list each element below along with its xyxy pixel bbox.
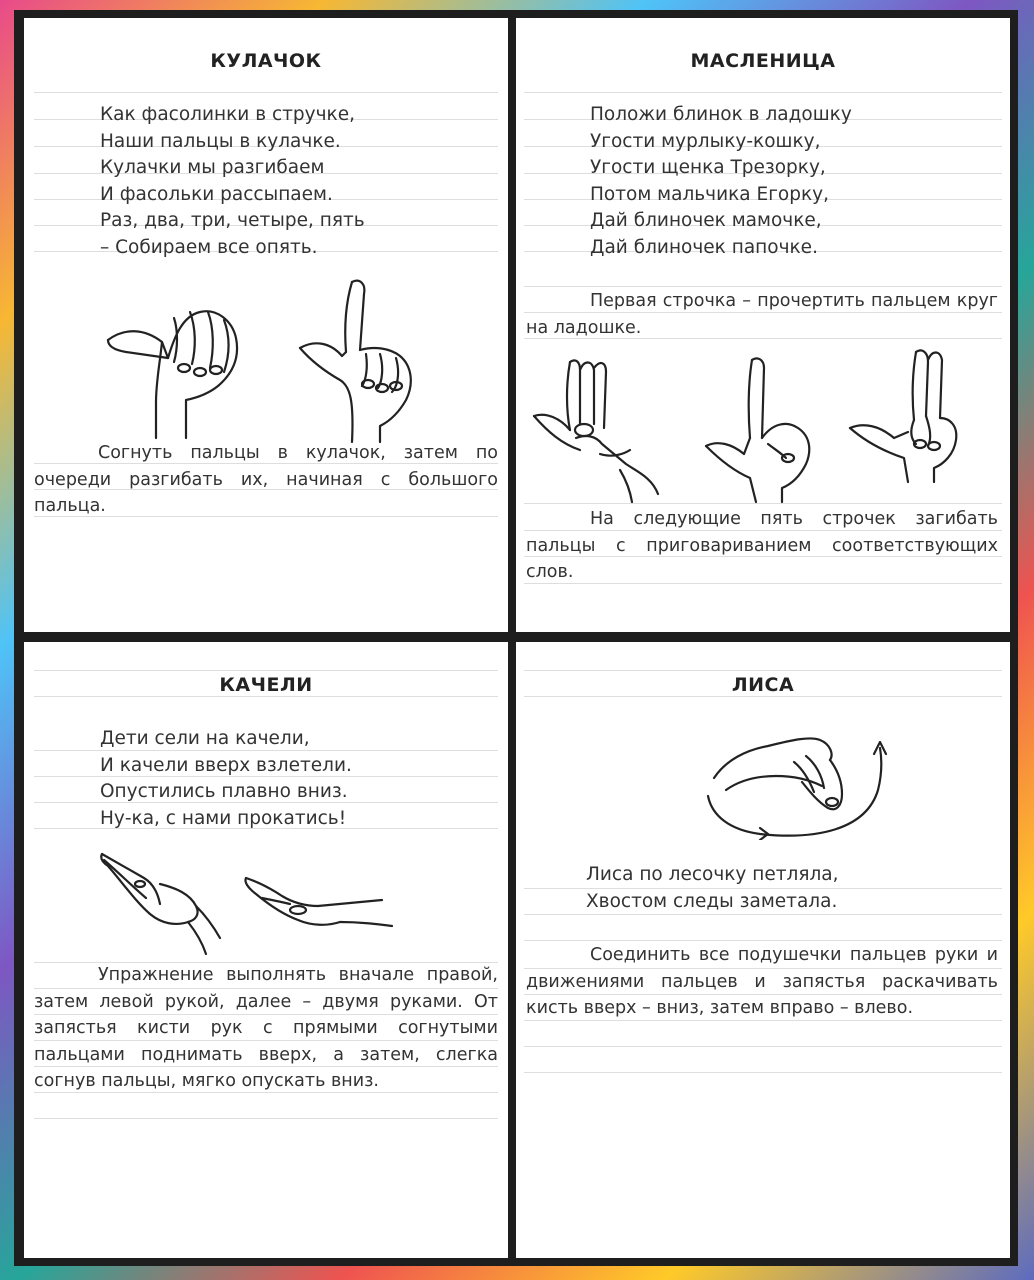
poem-line: И фасольки рассыпаем. [100,183,333,205]
poem-line: Наши пальцы в кулачке. [100,130,341,152]
circle-on-palm-hand-icon [530,354,670,504]
poem-line: Раз, два, три, четыре, пять [100,210,365,231]
card-maslenitsa [516,18,1010,632]
poem-line: Кулачки мы разгибаем [100,157,325,178]
card-lisa [516,642,1010,1258]
lowered-hand-icon [242,874,402,954]
poem-line: Положи блинок в ладошку [590,104,852,125]
poem-line: Дети сели на качели, [100,728,310,749]
poem-line: И качели вверх взлетели. [100,754,352,776]
poem-line: Угости щенка Трезорку, [590,157,826,178]
poem-line: Опустились плавно вниз. [100,781,348,802]
poem-line: Дай блиночек мамочке, [590,210,822,231]
fox-hand-swing-icon [706,730,896,840]
poem [100,102,365,261]
poem-line: Дай блиночек папочке. [590,236,818,258]
card-kulachok [24,18,508,632]
one-finger-bent-hand-icon [702,354,822,504]
card-kacheli [24,642,508,1258]
two-fingers-bent-hand-icon [846,346,976,486]
raised-hand-icon [96,846,236,956]
card-title: ЛИСА [731,674,795,696]
poem [100,726,352,832]
index-finger-up-hand-icon [296,276,436,446]
fist-hand-icon [104,298,254,448]
instructions: Согнуть пальцы в кулачок, затем по очереди разгибать их, начиная с большого пальца. [34,443,498,516]
poem-line: Лиса по лесочку петляла, [586,864,839,885]
instructions-rest: На следующие пять строчек загибать пальцы с приговариванием соответствующих слов. [526,509,998,582]
poem-line: Как фасолинки в стручке, [100,104,355,125]
instructions: Упражнение выполнять вначале правой, затем левой рукой, далее – двумя руками. От запястья кисти рук с прямыми согнутыми пальцами поднимать вверх, а затем, слегка согнув пальцы, мягко опускать вниз. [34,965,498,1091]
poem-line: – Собираем все опять. [100,236,318,258]
poem-line: Угости мурлыку-кошку, [590,130,821,152]
poem [586,862,839,915]
instructions-first-line: Первая строчка – прочертить пальцем круг на ладошке. [526,291,998,338]
instructions: Соединить все подушечки пальцев руки и движениями пальцев и запястья раскачивать кисть вверх – вниз, затем вправо – влево. [526,945,998,1018]
poem [590,102,852,261]
card-title: МАСЛЕНИЦА [690,50,836,72]
poem-line: Ну-ка, с нами прокатись! [100,807,347,829]
card-title: КУЛАЧОК [210,50,322,72]
poem-line: Потом мальчика Егорку, [590,183,830,205]
card-title: КАЧЕЛИ [219,674,313,696]
poem-line: Хвостом следы заметала. [586,890,838,912]
